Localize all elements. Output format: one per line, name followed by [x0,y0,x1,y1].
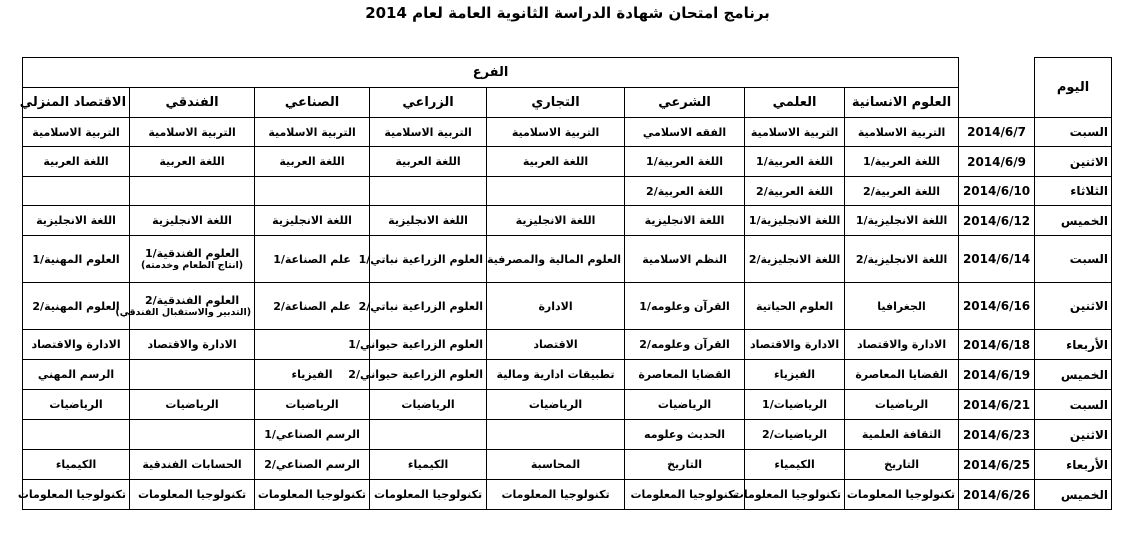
subject-cell [487,147,625,177]
subject-name: اللغة الانجليزية/1 [748,214,841,227]
subject-name: التربية الاسلامية [384,125,472,139]
subject-name: النظم الاسلامية [642,252,727,266]
subject-cell [745,206,845,236]
subject-cell [23,450,130,480]
subject-cell [370,420,487,450]
subject-cell [23,283,130,330]
subject-name: العلوم الزراعية نباتي/2 [358,299,484,313]
schedule-row [23,147,1112,177]
subject-name: القضايا المعاصرة [638,368,731,381]
subject-name: الادارة والاقتصاد [31,338,121,351]
subject-cell [487,236,625,283]
subject-name: التربية الاسلامية [148,125,236,139]
subject-name: الرياضيات/1 [762,398,828,411]
subject-name: الرسم الصناعي/1 [264,428,360,441]
subject-name: تكنولوجيا المعلومات [257,488,367,501]
subject-name: اللغة العربية/1 [756,155,834,168]
subject-cell [23,177,130,206]
subject-name: اللغة الانجليزية [272,214,352,227]
subject-cell [845,330,959,360]
subject-cell [255,390,370,420]
subject-name: الحسابات الفندقية [142,458,242,471]
subject-name: الاقتصاد [533,338,578,351]
subject-name: الثقافة العلمية [861,428,942,441]
schedule-row [23,283,1112,330]
subject-name: تكنولوجيا المعلومات [630,488,739,501]
subject-cell [130,420,255,450]
subject-cell [487,390,625,420]
day-cell: الأربعاء [1035,450,1112,480]
day-cell: الاثنين [1035,147,1112,177]
subject-name: اللغة العربية/1 [863,155,941,168]
day-cell: الاثنين [1035,420,1112,450]
subject-cell [845,420,959,450]
subject-cell [845,177,959,206]
subject-cell [745,360,845,390]
subject-name: التربية الاسلامية [268,125,356,139]
subject-cell [370,206,487,236]
day-cell: السبت [1035,390,1112,420]
subject-cell [845,450,959,480]
subject-name: الحديث وعلومه [644,428,726,441]
subject-name: التربية الاسلامية [511,125,600,139]
subject-cell [130,118,255,147]
subject-name: المحاسبة [530,458,581,471]
subject-name: القرآن وعلومه/2 [639,338,730,351]
subject-name: الكيمياء [774,458,815,471]
day-cell: الأربعاء [1035,330,1112,360]
subject-cell [745,390,845,420]
subject-cell [845,206,959,236]
date-cell: 2014/6/12 [959,206,1035,236]
subject-cell [487,450,625,480]
subject-cell [115,283,255,330]
branch-header: التجاري [487,88,625,118]
subject-cell [625,236,745,283]
subject-cell [745,177,845,206]
subject-cell [255,118,370,147]
subject-cell [370,118,487,147]
subject-cell [845,283,959,330]
subject-cell [255,147,370,177]
date-cell: 2014/6/21 [959,390,1035,420]
subject-name: الكيمياء [55,458,97,471]
subject-name: الرياضيات [528,398,583,411]
subject-name: اللغة العربية [395,155,461,168]
subject-name: الرسم الصناعي/2 [264,458,360,471]
subject-cell [130,450,255,480]
subject-cell [23,390,130,420]
subject-cell [625,206,745,236]
day-cell: الخميس [1035,480,1112,510]
subject-name: العلوم المهنية/2 [32,299,120,313]
date-cell: 2014/6/23 [959,420,1035,450]
subject-name: الكيمياء [407,458,449,471]
subject-name: العلوم الزراعية حيواني/1 [348,338,484,351]
schedule-row [23,330,1112,360]
subject-cell [130,390,255,420]
subject-cell [255,450,370,480]
subject-name: تكنولوجيا المعلومات [373,488,483,501]
subject-name: الرياضيات [49,398,103,411]
subject-name: العلوم الزراعية نباتي/1 [358,252,484,266]
subject-name: اللغة العربية/2 [756,184,834,198]
subject-cell [23,118,130,147]
blank-header-cell [959,88,1035,118]
schedule-row [23,236,1112,283]
day-cell: السبت [1035,236,1112,283]
subject-name: علم الصناعة/1 [273,252,351,266]
blank-header-cell [959,58,1035,88]
subject-name: العلوم الحياتية [755,299,834,313]
subject-name: التاريخ [667,458,702,471]
subject-name: الرياضيات [401,398,455,411]
subject-name: العلوم الفندقية/1 [145,246,240,260]
date-cell: 2014/6/18 [959,330,1035,360]
subject-cell [23,330,130,360]
subject-cell [130,236,255,283]
schedule-row [23,480,1112,510]
branch-header: الزراعي [370,88,487,118]
subject-cell [370,390,487,420]
day-column-header: اليوم [1035,58,1112,118]
subject-name: العلوم المهنية/1 [32,252,120,266]
schedule-row [23,206,1112,236]
subject-cell [625,480,745,510]
subject-cell [845,480,959,510]
subject-cell [487,420,625,450]
branch-header: الصناعي [255,88,370,118]
subject-name: العلوم الزراعية حيواني/2 [348,368,484,381]
subject-name: اللغة الانجليزية [388,214,468,227]
subject-cell [23,420,130,450]
subject-name: اللغة العربية/2 [863,184,941,198]
subject-name: الفقه الاسلامي [642,125,727,139]
subject-cell [745,283,845,330]
subject-cell [732,480,845,510]
subject-name: الجغرافيا [877,299,926,313]
subject-name: اللغة الانجليزية/2 [748,252,841,266]
subject-cell [370,177,487,206]
subject-cell [348,360,487,390]
subject-cell [487,283,625,330]
schedule-row [23,118,1112,147]
subject-name: تكنولوجيا المعلومات [846,488,956,501]
date-cell: 2014/6/10 [959,177,1035,206]
subject-name: التربية الاسلامية [750,125,839,139]
subject-name: الرياضيات [874,398,929,411]
subject-cell [625,118,745,147]
subject-name: تكنولوجيا المعلومات [501,488,610,501]
subject-name: اللغة الانجليزية [644,214,725,227]
subject-cell [845,147,959,177]
subject-name: التربية الاسلامية [857,125,946,139]
subject-cell [625,330,745,360]
subject-cell [130,480,255,510]
schedule-row [23,177,1112,206]
subject-cell [17,480,130,510]
subject-cell [255,283,370,330]
date-cell: 2014/6/26 [959,480,1035,510]
subject-name: التربية الاسلامية [32,125,120,139]
subject-cell [745,147,845,177]
subject-cell [625,450,745,480]
subject-cell [358,283,487,330]
subject-cell [348,330,487,360]
subject-cell [745,450,845,480]
subject-name: الرياضيات [285,398,339,411]
subject-cell [370,450,487,480]
subject-name: اللغة العربية/1 [646,155,724,168]
subject-name: العلوم الفندقية/2 [145,293,240,307]
date-cell: 2014/6/16 [959,283,1035,330]
subject-name: اللغة العربية [159,155,225,168]
date-cell: 2014/6/9 [959,147,1035,177]
subject-name: القرآن وعلومه/1 [639,299,730,313]
branch-header: الشرعي [625,88,745,118]
date-cell: 2014/6/14 [959,236,1035,283]
subject-name: تكنولوجيا المعلومات [732,488,842,501]
subject-cell [255,236,370,283]
subject-name: اللغة الانجليزية/2 [855,252,948,266]
subject-cell [487,177,625,206]
subject-name: اللغة الانجليزية/1 [855,214,948,227]
subject-name: اللغة العربية [43,155,109,168]
subject-note: (التدبير والاستقبال الفندقي) [115,306,252,318]
branch-header: الفندقي [130,88,255,118]
subject-name: اللغة الانجليزية [152,214,232,227]
subject-cell [487,360,625,390]
branch-group-header: الفرع [23,58,959,88]
page-title: برنامج امتحان شهادة الدراسة الثانوية العامة لعام 2014 [365,4,770,22]
subject-cell [487,480,625,510]
subject-name: اللغة العربية/2 [646,184,724,198]
schedule-row [23,420,1112,450]
subject-cell [487,330,625,360]
subject-cell [625,147,745,177]
branch-header: الاقتصاد المنزلي [23,88,130,118]
subject-cell [745,236,845,283]
subject-name: الادارة والاقتصاد [147,338,237,351]
subject-cell [130,330,255,360]
subject-cell [23,206,130,236]
schedule-row [23,390,1112,420]
subject-name: علم الصناعة/2 [273,299,351,313]
subject-cell [255,206,370,236]
subject-name: الرياضيات/2 [762,428,828,441]
subject-name: تكنولوجيا المعلومات [137,488,247,501]
subject-cell [23,360,130,390]
subject-name: الادارة [538,299,573,313]
day-cell: الخميس [1035,206,1112,236]
subject-cell [745,330,845,360]
subject-cell [130,177,255,206]
subject-cell [745,118,845,147]
date-cell: 2014/6/25 [959,450,1035,480]
subject-cell [358,236,487,283]
subject-name: الرياضيات [657,398,712,411]
date-cell: 2014/6/7 [959,118,1035,147]
subject-cell [255,480,370,510]
day-cell: الاثنين [1035,283,1112,330]
subject-cell [130,360,255,390]
subject-name: الفيزياء [774,368,816,381]
subject-name: الادارة والاقتصاد [749,338,840,351]
branch-header: العلوم الانسانية [845,88,959,118]
subject-name: اللغة الانجليزية [36,214,116,227]
subject-name: اللغة الانجليزية [515,214,596,227]
branch-header: العلمي [745,88,845,118]
subject-cell [625,390,745,420]
day-cell: السبت [1035,118,1112,147]
subject-name: تطبيقات ادارية ومالية [496,368,615,381]
subject-name: الادارة والاقتصاد [856,338,947,351]
subject-name: تكنولوجيا المعلومات [17,488,127,501]
schedule-row [23,360,1112,390]
subject-cell [625,420,745,450]
subject-cell [745,420,845,450]
subject-cell [255,177,370,206]
subject-cell [625,283,745,330]
subject-cell [23,236,130,283]
subject-name: القضايا المعاصرة [855,368,948,381]
subject-name: اللغة العربية [522,155,589,168]
subject-name: الرياضيات [165,398,219,411]
subject-cell [130,206,255,236]
subject-name: الفيزياء [291,368,333,381]
subject-cell [625,177,745,206]
date-cell: 2014/6/19 [959,360,1035,390]
subject-name: العلوم المالية والمصرفية [486,252,622,266]
subject-name: التاريخ [884,458,919,471]
subject-note: (انتاج الطعام وخدمته) [140,259,244,271]
day-cell: الثلاثاء [1035,177,1112,206]
subject-cell [845,360,959,390]
subject-cell [130,147,255,177]
day-cell: الخميس [1035,360,1112,390]
subject-name: الرسم المهني [37,368,115,381]
subject-cell [370,480,487,510]
subject-cell [255,420,370,450]
subject-name: اللغة العربية [279,155,345,168]
subject-cell [845,236,959,283]
subject-cell [487,206,625,236]
subject-cell [845,390,959,420]
subject-cell [845,118,959,147]
subject-cell [625,360,745,390]
schedule-row [23,450,1112,480]
subject-cell [487,118,625,147]
subject-cell [23,147,130,177]
subject-cell [370,147,487,177]
exam-schedule-table [17,57,1112,510]
